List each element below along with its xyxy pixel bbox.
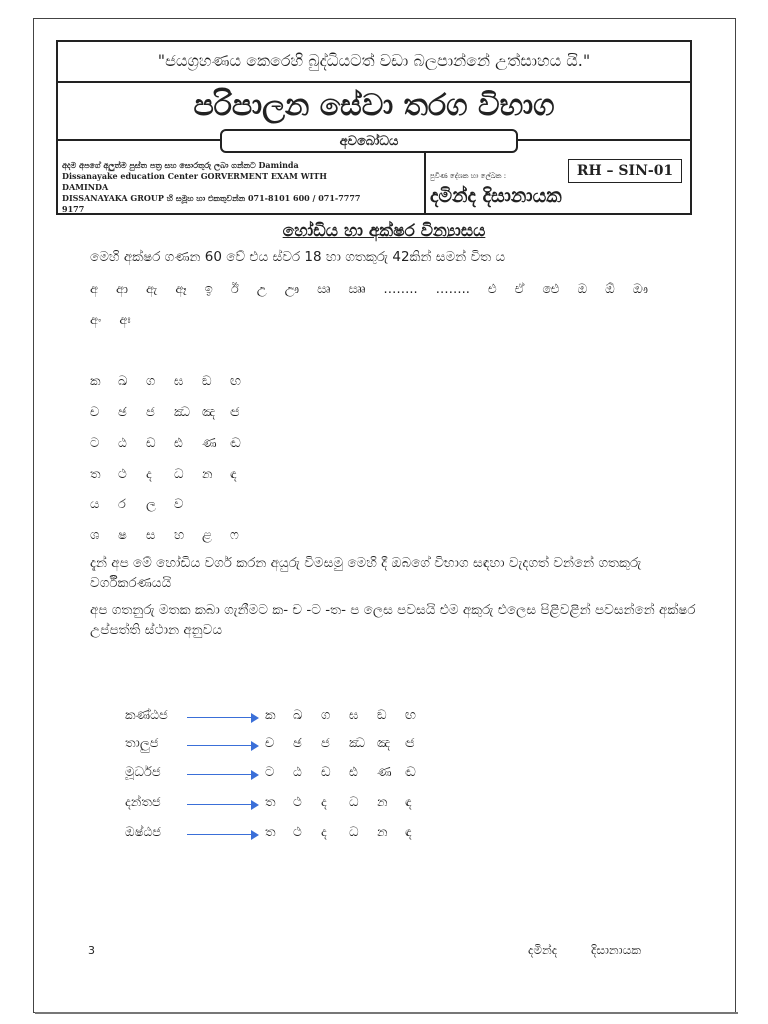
consonant: ල	[146, 497, 156, 512]
map-label: තාලුජ	[125, 736, 159, 751]
map-letter: ථ	[293, 825, 302, 840]
map-row	[125, 795, 412, 815]
vowel: එ	[487, 282, 497, 297]
consonant: ශ	[90, 528, 100, 543]
consonant: ග	[146, 374, 156, 389]
consonant: ව	[174, 497, 184, 512]
document-title: හෝඩිය හා අක්ෂර වින්‍යාසය	[282, 221, 486, 241]
vowel-row-2	[90, 313, 149, 328]
map-letters	[265, 736, 433, 751]
vowel: ඍ	[317, 282, 331, 297]
vowel: ඒ	[514, 282, 525, 297]
arrow-line	[187, 717, 251, 718]
vowel: ඓ	[542, 282, 560, 297]
map-letter: ඝ	[349, 708, 359, 723]
arrow-icon	[251, 770, 259, 780]
map-letter: න	[377, 825, 388, 840]
consonant: ඝ	[174, 374, 184, 389]
map-row	[125, 708, 416, 728]
footer-author-last: දිසානායක	[591, 943, 641, 957]
vowel: ඈ	[175, 282, 187, 297]
consonant: ඪ	[174, 436, 183, 451]
consonant: ඬ	[230, 436, 241, 451]
arrow-line	[187, 804, 251, 805]
consonant: ට	[90, 436, 100, 451]
vowel: ඎ	[348, 282, 366, 297]
map-letter: ත	[265, 825, 276, 840]
map-letter: ට	[265, 765, 275, 780]
vowel: ……..	[383, 282, 418, 297]
vowel: ඉ	[204, 282, 213, 297]
map-letter: ඦ	[405, 736, 415, 751]
map-letter: ඟ	[405, 708, 416, 723]
arrow-line	[187, 834, 251, 835]
origin-paragraph: අප ගතනුරු මතක කබා ගැනීමට ක- ච -ට -ත- ප ලෙස පවසයි එම අකුරු එලෙස පිළිවළින් පවසන්නේ අක්ෂර උප්පත්ති ස්ථාන අනුවය	[90, 602, 696, 638]
map-letter: ඛ	[293, 708, 303, 723]
header-info-line: අදම අපගේ අලුත්ම පුස්ත පත්‍ර සහ සොරතුරු ලබා ගන්නට Daminda	[62, 160, 299, 170]
header-info-line: DISSANAYAKA GROUP හි සමූහ හා එකතුවන්න 071-8101 600 / 071-7777 9177	[62, 193, 361, 214]
vowel: ආ	[116, 282, 129, 297]
consonant-row	[90, 374, 258, 389]
map-letter: ඤ	[377, 736, 391, 751]
vowel: ඌ	[284, 282, 300, 297]
map-letter: ත	[265, 795, 276, 810]
consonant: ණ	[202, 436, 217, 451]
header-info	[62, 160, 372, 215]
header-rule-left	[58, 139, 220, 141]
consonant: ඦ	[230, 405, 240, 420]
vowel: ඇ	[146, 282, 158, 297]
consonant-row	[90, 467, 258, 482]
consonant: න	[202, 467, 213, 482]
consonant: ඩ	[146, 436, 156, 451]
vowel: අං	[90, 313, 102, 328]
map-label: කණ්ඨජ	[125, 708, 168, 723]
map-letter: ඡ	[293, 736, 302, 751]
map-letter: ද	[321, 825, 327, 840]
consonant: ළ	[202, 528, 212, 543]
consonant: ක	[90, 374, 101, 389]
vowel: ඖ	[632, 282, 649, 297]
map-letter: ඳ	[405, 825, 412, 840]
consonant: ඛ	[118, 374, 128, 389]
consonant: ච	[90, 405, 100, 420]
consonant: ෆ	[230, 528, 239, 543]
page-frame-shadow	[35, 1012, 738, 1014]
map-letter: ඨ	[293, 765, 302, 780]
map-label: ඔෂ්ඨජ	[125, 825, 162, 840]
arrow-line	[187, 745, 251, 746]
map-row	[125, 765, 416, 785]
consonant: ජ	[146, 405, 155, 420]
header-quote: "ජයග්‍රහණය කෙරෙහි බුද්ධියටත් වඩා බලපාන්නේ උත්සාහය යි."	[58, 42, 690, 83]
map-letter: ඬ	[405, 765, 416, 780]
map-letter: ච	[265, 736, 275, 751]
consonant: ය	[90, 497, 100, 512]
consonant: ෂ	[118, 528, 127, 543]
vowel: ඔ	[577, 282, 588, 297]
map-letter: ඳ	[405, 795, 412, 810]
consonant: ඨ	[118, 436, 127, 451]
map-letter: ධ	[349, 825, 359, 840]
arrow-icon	[251, 713, 259, 723]
consonant: ඟ	[230, 374, 241, 389]
intro-text: මෙහි අක්ෂර ගණන 60 වේ එය ස්වර 18 හා ගතකුරු 42කින් සමන් විත ය	[90, 249, 506, 265]
consonant: ර	[118, 497, 126, 512]
consonant-row	[90, 497, 202, 512]
map-letter: ජ	[321, 736, 330, 751]
consonant: ඣ	[174, 405, 191, 420]
header-info-line: Dissanayake education Center GORVERMENT EXAM WITH DAMINDA	[62, 171, 327, 192]
map-letter: ද	[321, 795, 327, 810]
document-code: RH – SIN-01	[568, 159, 682, 183]
consonant: ඤ	[202, 405, 216, 420]
map-letter: ඩ	[321, 765, 331, 780]
header-author: දමින්ද දිසානායක	[430, 185, 562, 207]
map-letter: ක	[265, 708, 276, 723]
consonant-row	[90, 528, 258, 543]
map-row	[125, 825, 412, 845]
consonant-row	[90, 436, 258, 451]
arrow-icon	[251, 741, 259, 751]
consonant: ත	[90, 467, 101, 482]
vowel: උ	[256, 282, 267, 297]
map-letter: ඣ	[349, 736, 366, 751]
vowel: ……..	[435, 282, 470, 297]
consonant: ස	[146, 528, 156, 543]
map-letters	[265, 765, 433, 780]
map-label: මූර්ධජ	[125, 765, 161, 780]
consonant: ඡ	[118, 405, 127, 420]
vowel: ඕ	[605, 282, 615, 297]
footer-author-first: දමින්ද	[528, 943, 558, 957]
map-letter: ථ	[293, 795, 302, 810]
map-letters	[265, 708, 433, 723]
map-letters	[265, 795, 433, 810]
map-letter: ධ	[349, 795, 359, 810]
header-box	[56, 40, 692, 215]
vowel-row-1	[90, 282, 666, 297]
header-divider	[424, 152, 426, 215]
map-letter: ඪ	[349, 765, 358, 780]
consonant-row	[90, 405, 258, 420]
arrow-line	[187, 774, 251, 775]
page-number: 3	[88, 944, 95, 957]
map-letter: ග	[321, 708, 331, 723]
map-letters	[265, 825, 433, 840]
arrow-icon	[251, 830, 259, 840]
section-pill: අවබෝධය	[220, 129, 518, 153]
vowel: අඃ	[119, 313, 131, 328]
header-rule-right	[518, 139, 690, 141]
arrow-icon	[251, 800, 259, 810]
footer-author	[528, 943, 675, 958]
map-letter: ඞ	[377, 708, 387, 723]
author-role-label: පුවිණ දේශක හා ලේඛක :	[430, 172, 507, 180]
consonant: හ	[174, 528, 185, 543]
vowel: ඊ	[230, 282, 239, 297]
map-label: දන්තජ	[125, 795, 161, 810]
department-title: පරිපාලන සේවා තරග විභාග	[193, 88, 555, 123]
consonant: ථ	[118, 467, 127, 482]
map-letter: න	[377, 795, 388, 810]
map-letter: ණ	[377, 765, 392, 780]
consonant: ද	[146, 467, 152, 482]
vowel: අ	[90, 282, 99, 297]
consonant: ධ	[174, 467, 184, 482]
consonant: ඳ	[230, 467, 237, 482]
consonant: ඞ	[202, 374, 212, 389]
map-row	[125, 736, 415, 756]
classification-paragraph: දැන් අප මේ හෝඩිය වර්ග කරන අයුරු විමසමු මෙහි දී ඔබගේ විභාග සඳහා වැදගත් වන්නේ ගතකුරු වර්ගීකරණයයි	[90, 555, 642, 591]
